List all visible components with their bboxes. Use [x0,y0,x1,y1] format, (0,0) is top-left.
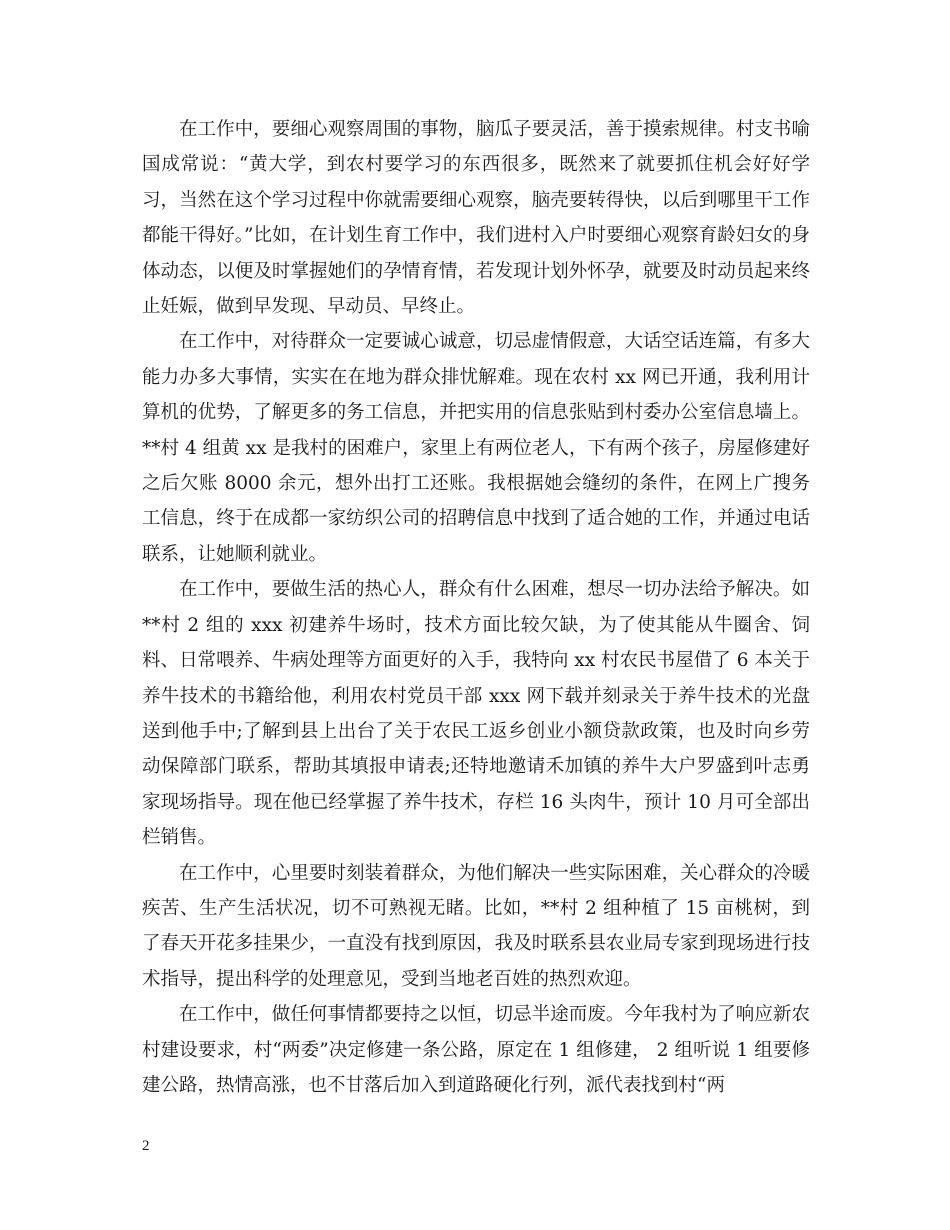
paragraph-perseverance: 在工作中，做任何事情都要持之以恒，切忌半途而废。今年我村为了响应新农村建设要求，村“两委”决定修建一条公路，原定在 1 组修建， 2 组听说 1 组要修建公路，热情高涨，也不甘落后加入到道路硬化行列，派代表找到村“两 [142,1004,810,1096]
paragraph-sincerity: 在工作中，对待群众一定要诚心诚意，切忌虚情假意，大话空话连篇，有多大能力办多大事情，实实在在地为群众排忧解难。现在农村 xx 网已开通，我利用计算机的优势，了解更多的务工信息，并把实用的信息张贴到村委办公室信息墙上。**村 4 组黄 xx 是我村的困难户，家里上有两位老人，下有两个孩子，房屋修建好之后欠账 8000 余元，想外出打工还账。我根据她会缝纫的条件，在网上广搜务工信息，终于在成都一家纺织公司的招聘信息中找到了适合她的工作，并通过电话联系，让她顺利就业。 [142,331,810,565]
page-number: 2 [142,1138,150,1154]
document-body [142,112,810,1103]
paragraph-enthusiasm: 在工作中，要做生活的热心人，群众有什么困难，想尽一切办法给予解决。如**村 2 组的 xxx 初建养牛场时，技术方面比较欠缺，为了使其能从牛圈舍、饲料、日常喂养、牛病处理等方面更好的入手，我特向 xx 村农民书屋借了 6 本关于养牛技术的书籍给他，利用农村党员干部 xxx 网下载并刻录关于养牛技术的光盘送到他手中;了解到县上出台了关于农民工返乡创业小额贷款政策，也及时向乡劳动保障部门联系，帮助其填报申请表;还特地邀请禾加镇的养牛大户罗盛到叶志勇家现场指导。现在他已经掌握了养牛技术，存栏 16 头肉牛，预计 10 月可全部出栏销售。 [142,579,810,849]
paragraph-care: 在工作中，心里要时刻装着群众，为他们解决一些实际困难，关心群众的冷暖疾苦、生产生活状况，切不可熟视无睹。比如，**村 2 组种植了 15 亩桃树，到了春天开花多挂果少，一直没有找到原因，我及时联系县农业局专家到现场进行技术指导，提出科学的处理意见，受到当地老百姓的热烈欢迎。 [142,862,810,990]
paragraph-observation: 在工作中，要细心观察周围的事物，脑瓜子要灵活，善于摸索规律。村支书喻国成常说：“黄大学，到农村要学习的东西很多，既然来了就要抓住机会好好学习，当然在这个学习过程中你就需要细心观察，脑壳要转得快，以后到哪里干工作都能干得好。”比如，在计划生育工作中，我们进村入户时要细心观察育龄妇女的身体动态，以便及时掌握她们的孕情育情，若发现计划外怀孕，就要及时动员起来终止妊娠，做到早发现、早动员、早终止。 [142,119,810,318]
